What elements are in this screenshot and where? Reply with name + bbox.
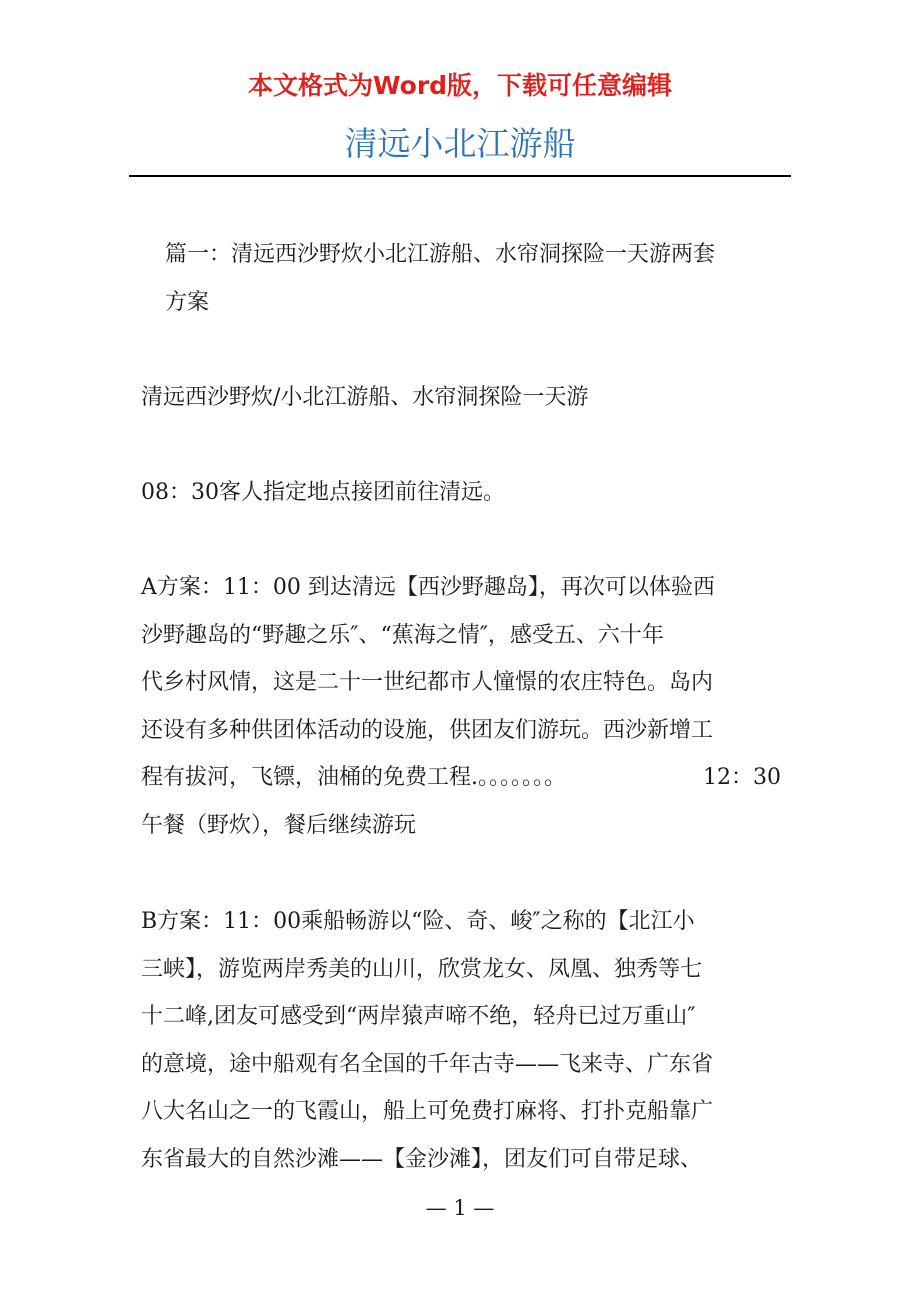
time-text: 12：30 bbox=[703, 765, 781, 790]
text-line: 还设有多种供团体活动的设施，供团友们游玩。西沙新增工 bbox=[141, 717, 714, 743]
paragraph-pickup bbox=[141, 469, 781, 517]
title-divider bbox=[129, 175, 791, 177]
text-line: 沙野趣岛的“野趣之乐″、“蕉海之情″，感受五、六十年 bbox=[141, 622, 664, 648]
page-number: — 1 — bbox=[425, 1196, 495, 1220]
text-segment: 程有拔河，飞镖，油桶的免费工程.。。。。。。。 bbox=[141, 765, 566, 790]
text-line: 午餐（野炊），餐后继续游玩 bbox=[141, 812, 417, 838]
text-line: 08：30客人指定地点接团前往清远。 bbox=[141, 480, 505, 505]
text-line: 方案 bbox=[165, 289, 210, 315]
text-line: 三峡】，游览两岸秀美的山川，欣赏龙女、凤凰、独秀等七 bbox=[141, 956, 703, 982]
text-line: B方案：11：00乘船畅游以“险、奇、峻″之称的【北江小 bbox=[141, 909, 695, 934]
text-line: 代乡村风情，这是二十一世纪都市人憧憬的农庄特色。岛内 bbox=[141, 670, 714, 695]
text-line: 的意境，途中船观有名全国的千年古寺——飞来寺、广东省 bbox=[141, 1051, 714, 1077]
text-line: A方案：11：00 到达清远【西沙野趣岛】，再次可以体验西 bbox=[141, 575, 715, 600]
document-title: 清远小北江游船 bbox=[344, 124, 576, 163]
text-line: 清远西沙野炊/小北江游船、水帘洞探险一天游 bbox=[141, 385, 589, 410]
text-line-split bbox=[141, 754, 781, 802]
paragraph-subtitle bbox=[141, 374, 781, 422]
text-line: 十二峰,团友可感受到“两岸猿声啼不绝，轻舟已过万重山″ bbox=[141, 1004, 696, 1029]
paragraph-plan-a bbox=[141, 564, 781, 849]
paragraph-plan-b bbox=[141, 898, 781, 1183]
text-line: 八大名山之一的飞霞山，船上可免费打麻将、打扑克船靠广 bbox=[141, 1099, 714, 1124]
text-line: 篇一：清远西沙野炊小北江游船、水帘洞探险一天游两套 bbox=[165, 242, 716, 267]
format-notice: 本文格式为Word版，下载可任意编辑 bbox=[247, 71, 673, 100]
paragraph-intro bbox=[141, 231, 781, 326]
text-line: 东省最大的自然沙滩——【金沙滩】，团友们可自带足球、 bbox=[141, 1146, 703, 1172]
